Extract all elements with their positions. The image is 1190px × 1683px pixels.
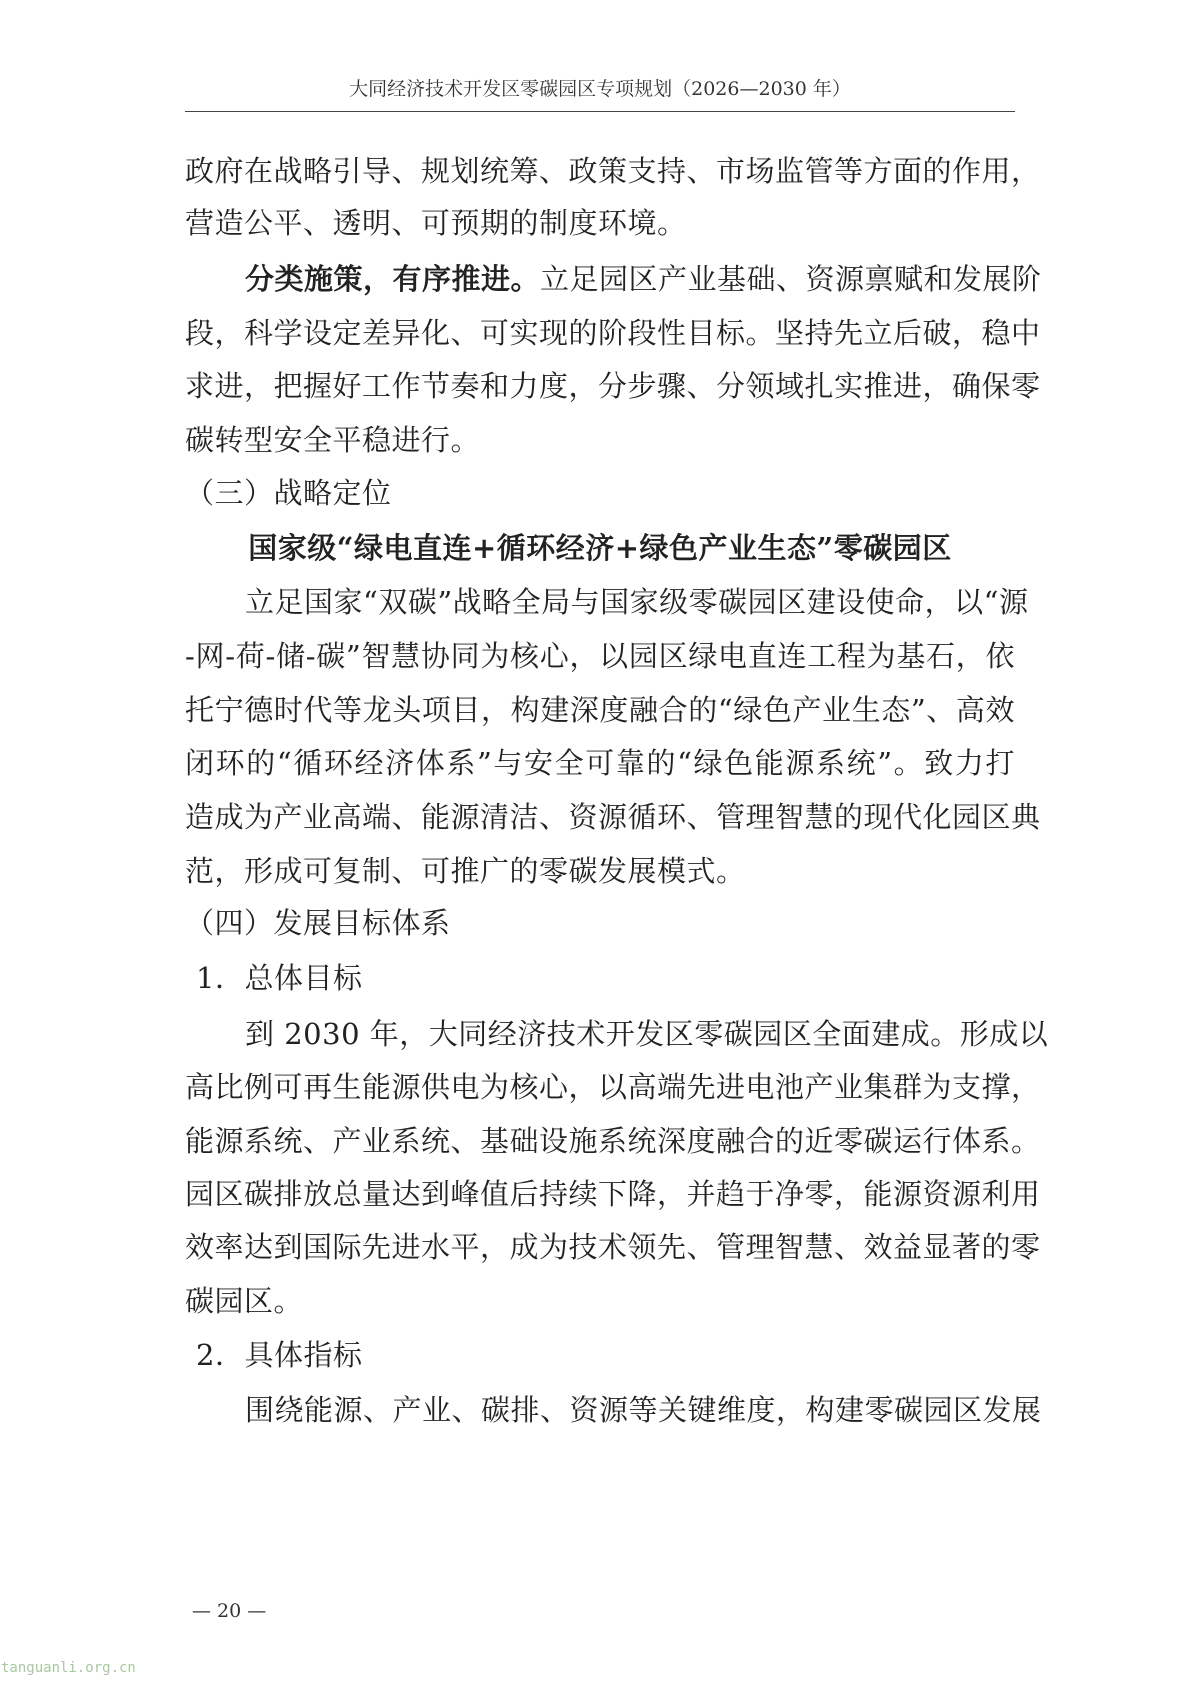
text-line: 闭环的“循环经济体系”与安全可靠的“绿色能源系统”。致力打 (185, 746, 1015, 780)
section-title: 国家级“绿电直连+循环经济+绿色产业生态”零碳园区 (248, 531, 952, 565)
text-line: 营造公平、透明、可预期的制度环境。 (185, 206, 687, 240)
section-heading: （四）发展目标体系 (185, 906, 451, 940)
subsection-heading: 1．总体目标 (196, 961, 363, 995)
text-line (245, 259, 1042, 315)
running-header: 大同经济技术开发区零碳园区专项规划（2026—2030 年） (349, 78, 851, 100)
text-line: 能源系统、产业系统、基础设施系统深度融合的近零碳运行体系。 (185, 1124, 1041, 1158)
text-line: 托宁德时代等龙头项目，构建深度融合的“绿色产业生态”、高效 (185, 693, 1015, 727)
text-line: 范，形成可复制、可推广的零碳发展模式。 (185, 854, 746, 888)
text-line: 立足国家“双碳”战略全局与国家级零碳园区建设使命，以“源 (245, 585, 1029, 619)
text-line: 碳转型安全平稳进行。 (185, 423, 481, 457)
text-line: -网-荷-储-碳”智慧协同为核心，以园区绿电直连工程为基石，依 (185, 639, 1015, 673)
text-line: 碳园区。 (185, 1284, 304, 1318)
subsection-heading: 2．具体指标 (196, 1338, 363, 1372)
text-line: 段，科学设定差异化、可实现的阶段性目标。坚持先立后破，稳中 (185, 316, 1041, 350)
text-line: 求进，把握好工作节奏和力度，分步骤、分领域扎实推进，确保零 (185, 369, 1041, 403)
text-line: 政府在战略引导、规划统筹、政策支持、市场监管等方面的作用， (185, 154, 1041, 188)
text-line: 围绕能源、产业、碳排、资源等关键维度，构建零碳园区发展 (245, 1393, 1042, 1427)
text-span: 立足园区产业基础、资源禀赋和发展阶 (540, 262, 1042, 296)
text-line: 到 2030 年，大同经济技术开发区零碳园区全面建成。形成以 (245, 1017, 1049, 1051)
section-heading: （三）战略定位 (185, 476, 392, 510)
text-line: 造成为产业高端、能源清洁、资源循环、管理智慧的现代化园区典 (185, 800, 1041, 834)
page-number: — 20 — (192, 1600, 267, 1622)
header-divider (185, 111, 1015, 112)
text-line: 园区碳排放总量达到峰值后持续下降，并趋于净零，能源资源利用 (185, 1177, 1041, 1211)
text-line: 高比例可再生能源供电为核心，以高端先进电池产业集群为支撑， (185, 1070, 1041, 1104)
text-line: 效率达到国际先进水平，成为技术领先、管理智慧、效益显著的零 (185, 1230, 1041, 1264)
bold-lead-phrase: 分类施策，有序推进。 (245, 262, 541, 296)
watermark: tanguanli.org.cn (1, 1660, 136, 1676)
